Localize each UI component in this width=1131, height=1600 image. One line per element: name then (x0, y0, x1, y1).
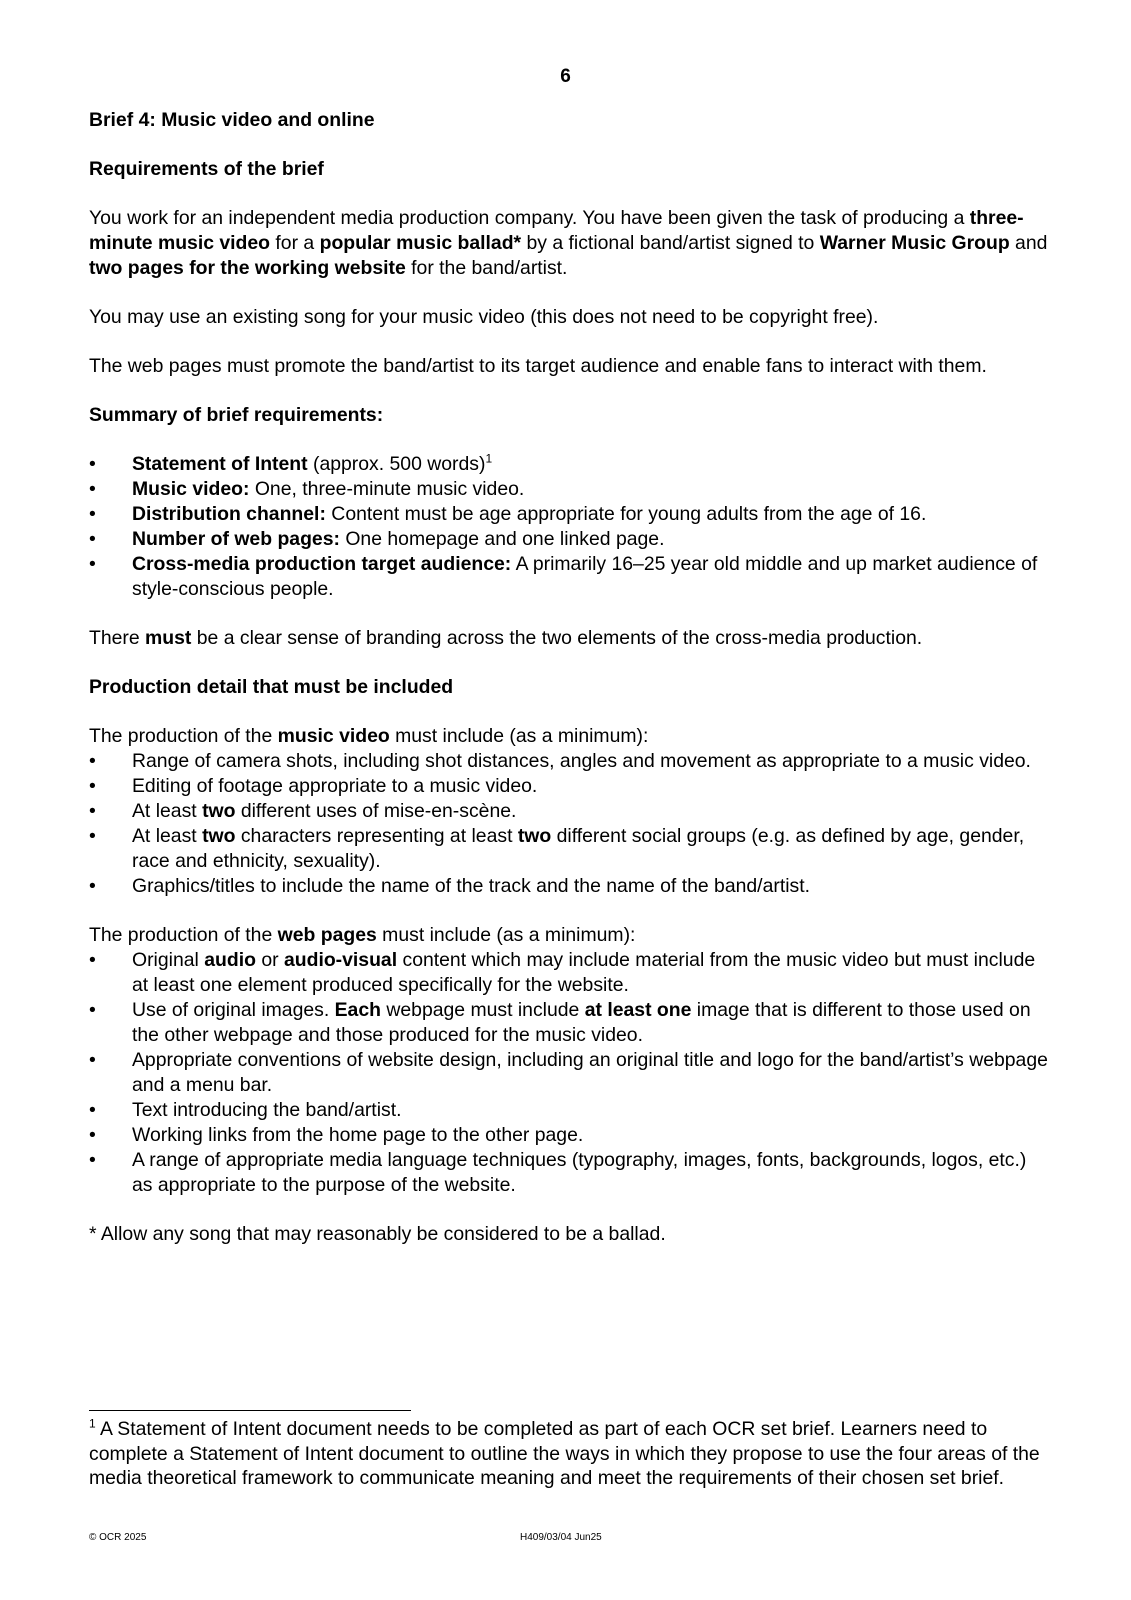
web-requirements-list (89, 948, 1049, 1198)
item-text: Text introducing the band/artist. (132, 1099, 402, 1121)
summary-item-label: Distribution channel: (132, 503, 326, 525)
video-intro-emphasis: music video (277, 725, 390, 747)
video-intro-text: The production of the (89, 725, 278, 747)
summary-item-label: Music video: (132, 478, 250, 500)
item-text: or (255, 949, 284, 971)
intro-text: for the band/artist. (405, 257, 568, 279)
intro-paragraph-3: The web pages must promote the band/artist to its target audience and enable fans to interact with them. (89, 355, 987, 377)
web-requirement-item (89, 998, 1049, 1048)
footer-paper-code: H409/03/04 Jun25 (520, 1532, 602, 1543)
summary-item-text: (approx. 500 words) (307, 453, 486, 475)
web-requirement-item (89, 1148, 1049, 1198)
branding-paragraph (89, 626, 1049, 651)
intro-text: for a (270, 232, 320, 254)
item-emphasis: at least one (584, 999, 692, 1021)
web-requirement-item (89, 1048, 1049, 1098)
video-requirement-item (89, 824, 1049, 874)
web-intro-emphasis: web pages (277, 924, 377, 946)
video-requirement-item (89, 749, 1049, 774)
item-text: At least (132, 800, 203, 822)
intro-text: and (1009, 232, 1048, 254)
item-text: At least (132, 825, 203, 847)
item-text: different uses of mise-en-scène. (235, 800, 517, 822)
summary-item-text: A primarily 16–25 year old middle and up market audience of style-conscious people. (132, 553, 1038, 600)
video-intro (89, 724, 1049, 749)
footnote-marker: 1 (485, 451, 493, 466)
footnote-text: A Statement of Intent document needs to be completed as part of each OCR set brief. Learners need to complete a Statement of Intent document to outline the ways in which they propose to use the four areas of the media theoretical framework to communicate meaning and meet the requirements of their chosen set brief. (89, 1418, 1040, 1489)
summary-item (89, 452, 1049, 477)
item-text: content which may include material from the music video but must include at least one element produced specifically for the website. (132, 949, 1036, 996)
item-text: Appropriate conventions of website design, including an original title and logo for the band/artist’s webpage and a menu bar. (132, 1049, 1048, 1096)
item-text: different social groups (e.g. as defined by age, gender, race and ethnicity, sexuality). (132, 825, 1025, 872)
intro-text: by a fictional band/artist signed to (521, 232, 820, 254)
footnote (89, 1417, 1054, 1491)
video-requirements-list (89, 749, 1049, 899)
web-intro (89, 923, 1049, 948)
summary-heading: Summary of brief requirements: (89, 404, 384, 426)
summary-item (89, 477, 1049, 502)
item-text: characters representing at least (235, 825, 518, 847)
ballad-note: * Allow any song that may reasonably be considered to be a ballad. (89, 1223, 666, 1245)
item-emphasis: two (517, 825, 552, 847)
footer-copyright: © OCR 2025 (89, 1532, 147, 1543)
summary-item-text: Content must be age appropriate for young adults from the age of 16. (325, 503, 927, 525)
item-text: Editing of footage appropriate to a music video. (132, 775, 538, 797)
summary-item (89, 552, 1049, 602)
item-emphasis: two (202, 800, 236, 822)
branding-text: There (89, 627, 146, 649)
brief-content (89, 108, 1049, 1271)
branding-text: be a clear sense of branding across the two elements of the cross-media production. (191, 627, 923, 649)
item-emphasis: Each (334, 999, 381, 1021)
requirements-heading: Requirements of the brief (89, 158, 324, 180)
intro-paragraph-1 (89, 206, 1049, 281)
summary-item-text: One homepage and one linked page. (339, 528, 665, 550)
summary-item-label: Cross-media production target audience: (132, 553, 512, 575)
summary-list (89, 452, 1049, 602)
summary-item (89, 527, 1049, 552)
summary-item-label: Number of web pages: (132, 528, 340, 550)
intro-emphasis: popular music ballad* (319, 232, 522, 254)
summary-item-label: Statement of Intent (132, 453, 308, 475)
intro-paragraph-2: You may use an existing song for your music video (this does not need to be copyright free). (89, 306, 879, 328)
brief-title: Brief 4: Music video and online (89, 109, 375, 131)
web-intro-text: The production of the (89, 924, 278, 946)
item-emphasis: two (202, 825, 236, 847)
item-text: Range of camera shots, including shot distances, angles and movement as appropriate to a music video. (132, 750, 1031, 772)
summary-item-text: One, three-minute music video. (249, 478, 525, 500)
item-text: Original (132, 949, 205, 971)
web-requirement-item (89, 1098, 1049, 1123)
item-text: Graphics/titles to include the name of the track and the name of the band/artist. (132, 875, 810, 897)
item-text: A range of appropriate media language techniques (typography, images, fonts, backgrounds, logos, etc.) as appropriate to the purpose of the website. (132, 1149, 1027, 1196)
footnote-number: 1 (89, 1416, 96, 1431)
video-requirement-item (89, 874, 1049, 899)
branding-emphasis: must (145, 627, 192, 649)
item-text: image that is different to those used on the other webpage and those produced for the music video. (132, 999, 1031, 1046)
video-intro-text: must include (as a minimum): (389, 725, 649, 747)
summary-item (89, 502, 1049, 527)
video-requirement-item (89, 774, 1049, 799)
intro-emphasis: two pages for the working website (89, 257, 406, 279)
footnote-divider (89, 1410, 411, 1411)
intro-emphasis: Warner Music Group (819, 232, 1010, 254)
production-heading: Production detail that must be included (89, 676, 454, 698)
web-intro-text: must include (as a minimum): (376, 924, 636, 946)
item-emphasis: audio-visual (283, 949, 398, 971)
page-number: 6 (560, 66, 571, 87)
intro-text: You work for an independent media production company. You have been given the task of producing a (89, 207, 970, 229)
web-requirement-item (89, 1123, 1049, 1148)
item-text: webpage must include (380, 999, 585, 1021)
item-text: Use of original images. (132, 999, 335, 1021)
web-requirement-item (89, 948, 1049, 998)
intro-emphasis: three-minute music video (89, 207, 1024, 254)
video-requirement-item (89, 799, 1049, 824)
item-emphasis: audio (204, 949, 256, 971)
item-text: Working links from the home page to the other page. (132, 1124, 584, 1146)
